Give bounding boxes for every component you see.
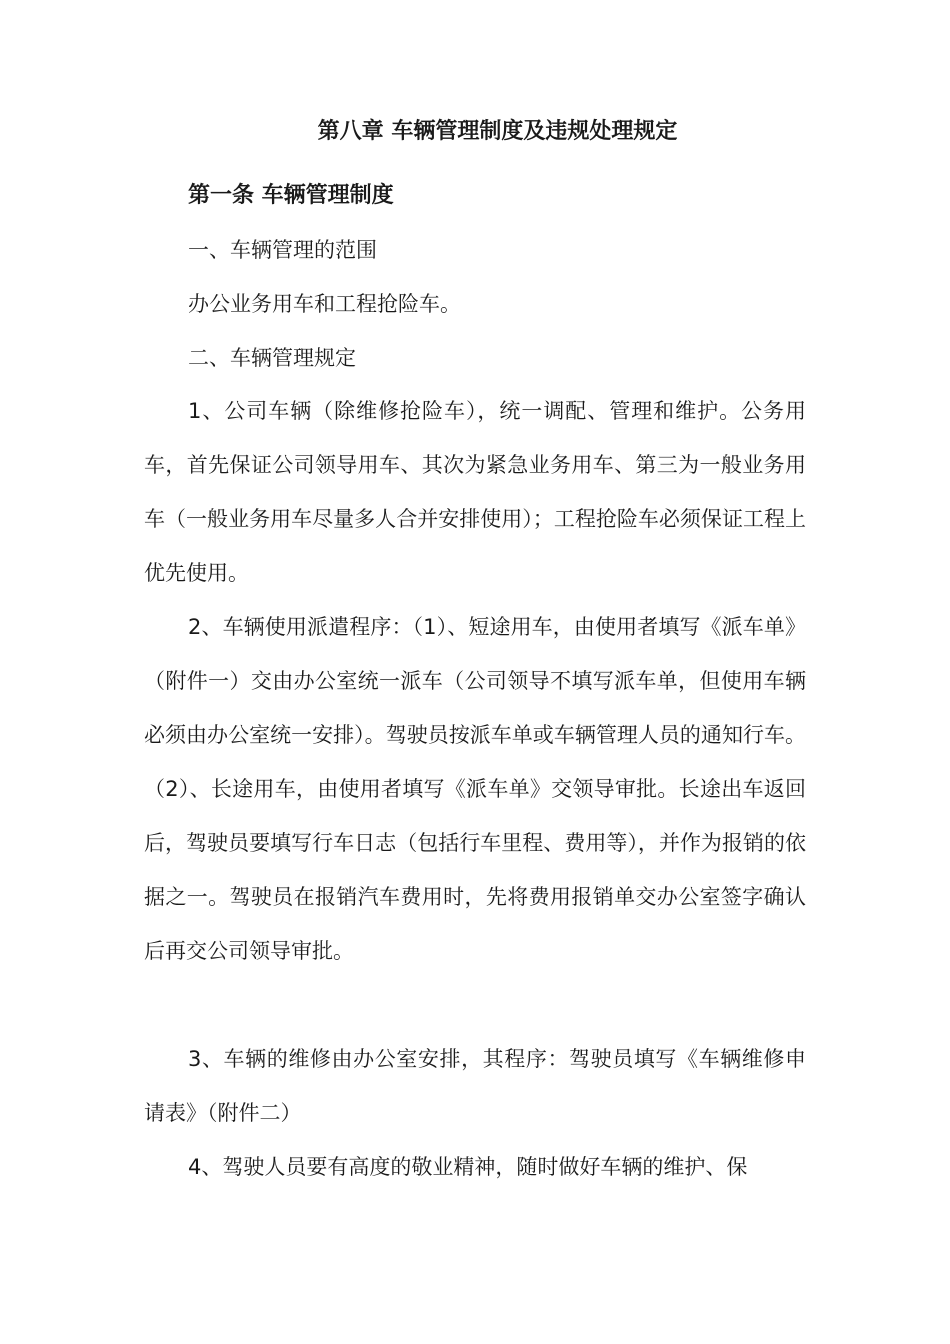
rule-paragraph-3: 3、车辆的维修由办公室安排，其程序：驾驶员填写《车辆维修申请表》（附件二） [144,1047,806,1125]
rule-paragraph-1: 1、公司车辆（除维修抢险车），统一调配、管理和维护。公务用车，首先保证公司领导用车、其次为紧急业务用车、第三为一般业务用车（一般业务用车尽量多人合并安排使用）；工程抢险车必须保证工程上优先使用。 [144,399,806,585]
scope-text: 办公业务用车和工程抢险车。 [188,292,461,316]
rule-paragraph-4: 4、驾驶人员要有高度的敬业精神，随时做好车辆的维护、保 [188,1155,748,1179]
section-rules-heading: 二、车辆管理规定 [188,346,356,370]
section-range-heading: 一、车辆管理的范围 [188,238,377,262]
rule-paragraph-2: 2、车辆使用派遣程序：（1）、短途用车，由使用者填写《派车单》（附件一）交由办公室统一派车（公司领导不填写派车单，但使用车辆必须由办公室统一安排）。驾驶员按派车单或车辆管理人员的通知行车。（2）、长途用车，由使用者填写《派车单》交领导审批。长途出车返回后，驾驶员要填写行车日志（包括行车里程、费用等），并作为报销的依据之一。驾驶员在报销汽车费用时，先将费用报销单交办公室签字确认后再交公司领导审批。 [144,615,806,963]
article-title: 第一条 车辆管理制度 [188,183,394,208]
chapter-title: 第八章 车辆管理制度及违规处理规定 [317,119,678,144]
